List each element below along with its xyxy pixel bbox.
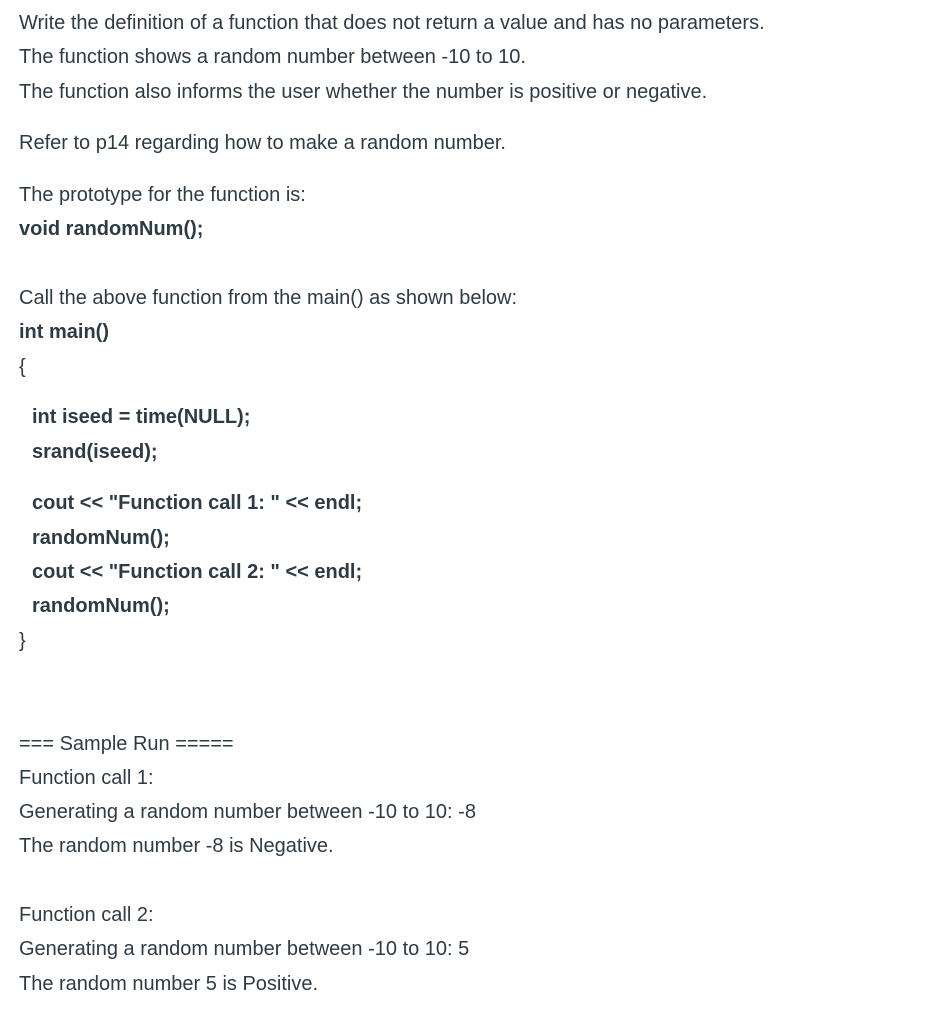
sample-call-1-generating: Generating a random number between -10 to 10: -8: [19, 801, 476, 823]
intro-line-1: Write the definition of a function that does not return a value and has no parameters.: [19, 12, 765, 34]
sample-call-1-result: The random number -8 is Negative.: [19, 835, 334, 857]
code-line-call-2: randomNum();: [32, 595, 170, 617]
reference-note: Refer to p14 regarding how to make a random number.: [19, 132, 506, 154]
main-close-brace: }: [19, 630, 26, 652]
sample-call-2-result: The random number 5 is Positive.: [19, 973, 319, 995]
code-line-cout-1: cout << "Function call 1: " << endl;: [32, 492, 363, 514]
code-line-call-1: randomNum();: [32, 527, 170, 549]
main-instruction: Call the above function from the main() as shown below:: [19, 287, 518, 309]
intro-line-2: The function shows a random number between -10 to 10.: [19, 46, 526, 68]
code-line-seed: int iseed = time(NULL);: [32, 406, 251, 428]
prototype-label: The prototype for the function is:: [19, 184, 306, 206]
sample-run-header: === Sample Run =====: [19, 733, 234, 755]
main-open-brace: {: [19, 356, 26, 378]
main-signature: int main(): [19, 321, 109, 343]
sample-call-2-generating: Generating a random number between -10 to 10: 5: [19, 938, 470, 960]
code-line-cout-2: cout << "Function call 2: " << endl;: [32, 561, 363, 583]
sample-call-2-label: Function call 2:: [19, 904, 154, 926]
sample-call-1-label: Function call 1:: [19, 767, 154, 789]
code-line-srand: srand(iseed);: [32, 441, 158, 463]
prototype-code: void randomNum();: [19, 218, 204, 240]
intro-line-3: The function also informs the user whether the number is positive or negative.: [19, 81, 708, 103]
